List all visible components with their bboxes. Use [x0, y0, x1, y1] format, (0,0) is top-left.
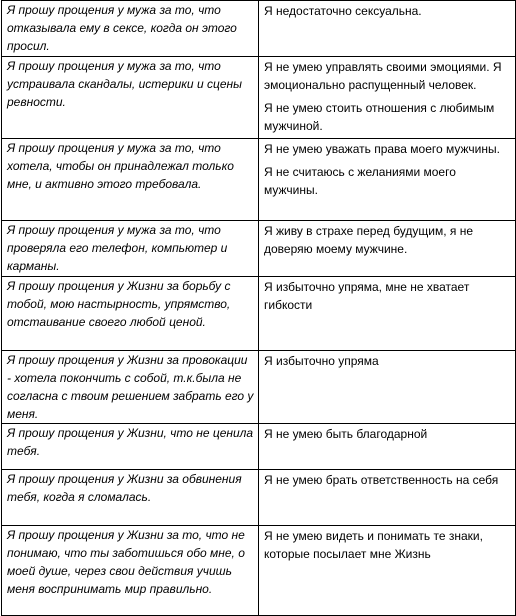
belief-cell [259, 1, 516, 57]
table-row [2, 351, 516, 424]
table-row [2, 424, 516, 470]
belief-text: Я не умею быть благодарной [264, 427, 428, 441]
apology-text: Я прошу прощения у Жизни за провокации - хотела покончить с собой, т.к.была не согласна с твоим решением забрать его у меня. [7, 353, 254, 421]
apology-text: Я прошу прощения у Жизни за борьбу с тобой, мою настырность, упрямство, отстаивание своего любой ценой. [7, 279, 231, 329]
belief-cell [259, 424, 516, 470]
belief-cell [259, 221, 516, 277]
apology-cell [2, 57, 259, 139]
apology-text: Я прошу прощения у мужа за то, что отказывала ему в сексе, когда он этого просил. [7, 3, 237, 53]
apology-cell [2, 470, 259, 526]
table-row [2, 57, 516, 139]
apology-text: Я прошу прощения у Жизни за то, что не понимаю, что ты заботишься обо мне, о моей душе, через свои действия учишь меня воспринимать мир правильно. [7, 528, 245, 596]
belief-cell [259, 57, 516, 139]
table-row [2, 526, 516, 616]
belief-cell [259, 351, 516, 424]
belief-cell [259, 470, 516, 526]
belief-text: Я не умею стоить отношения с любимым мужчиной. [264, 101, 495, 133]
table-row [2, 221, 516, 277]
apology-cell [2, 221, 259, 277]
table-row [2, 470, 516, 526]
apology-cell [2, 424, 259, 470]
apology-text: Я прошу прощения у мужа за то, что проверяла его телефон, компьютер и карманы. [7, 223, 228, 273]
apology-cell [2, 351, 259, 424]
belief-text: Я избыточно упряма [264, 354, 379, 368]
apology-cell [2, 526, 259, 616]
belief-cell [259, 526, 516, 616]
belief-text: Я избыточно упряма, мне не хватает гибкости [264, 280, 470, 312]
apology-text: Я прошу прощения у Жизни за обвинения тебя, когда я сломалась. [7, 472, 242, 504]
belief-text: Я не считаюсь с желаниями моего мужчины. [264, 165, 456, 197]
table-row [2, 1, 516, 57]
belief-text: Я не умею брать ответственность на себя [264, 473, 499, 487]
belief-text: Я не умею уважать права моего мужчины. [264, 142, 500, 156]
belief-cell [259, 277, 516, 351]
belief-text: Я живу в страхе перед будущим, я не доверяю моему мужчине. [264, 224, 474, 256]
belief-text: Я не умею управлять своими эмоциями. Я эмоционально распущенный человек. [264, 60, 502, 92]
apology-text: Я прошу прощения у мужа за то, что хотела, чтобы он принадлежал только мне, и активно этого требовала. [7, 141, 234, 191]
belief-text: Я не умею видеть и понимать те знаки, которые посылает мне Жизнь [264, 529, 483, 561]
belief-text: Я недостаточно сексуальна. [264, 4, 422, 18]
apology-cell [2, 277, 259, 351]
belief-cell [259, 139, 516, 221]
forgiveness-table [1, 0, 516, 616]
apology-cell [2, 139, 259, 221]
apology-cell [2, 1, 259, 57]
apology-text: Я прошу прощения у Жизни, что не ценила тебя. [7, 426, 254, 458]
table-row [2, 277, 516, 351]
table-row [2, 139, 516, 221]
apology-text: Я прошу прощения у мужа за то, что устраивала скандалы, истерики и сцены ревности. [7, 59, 242, 109]
